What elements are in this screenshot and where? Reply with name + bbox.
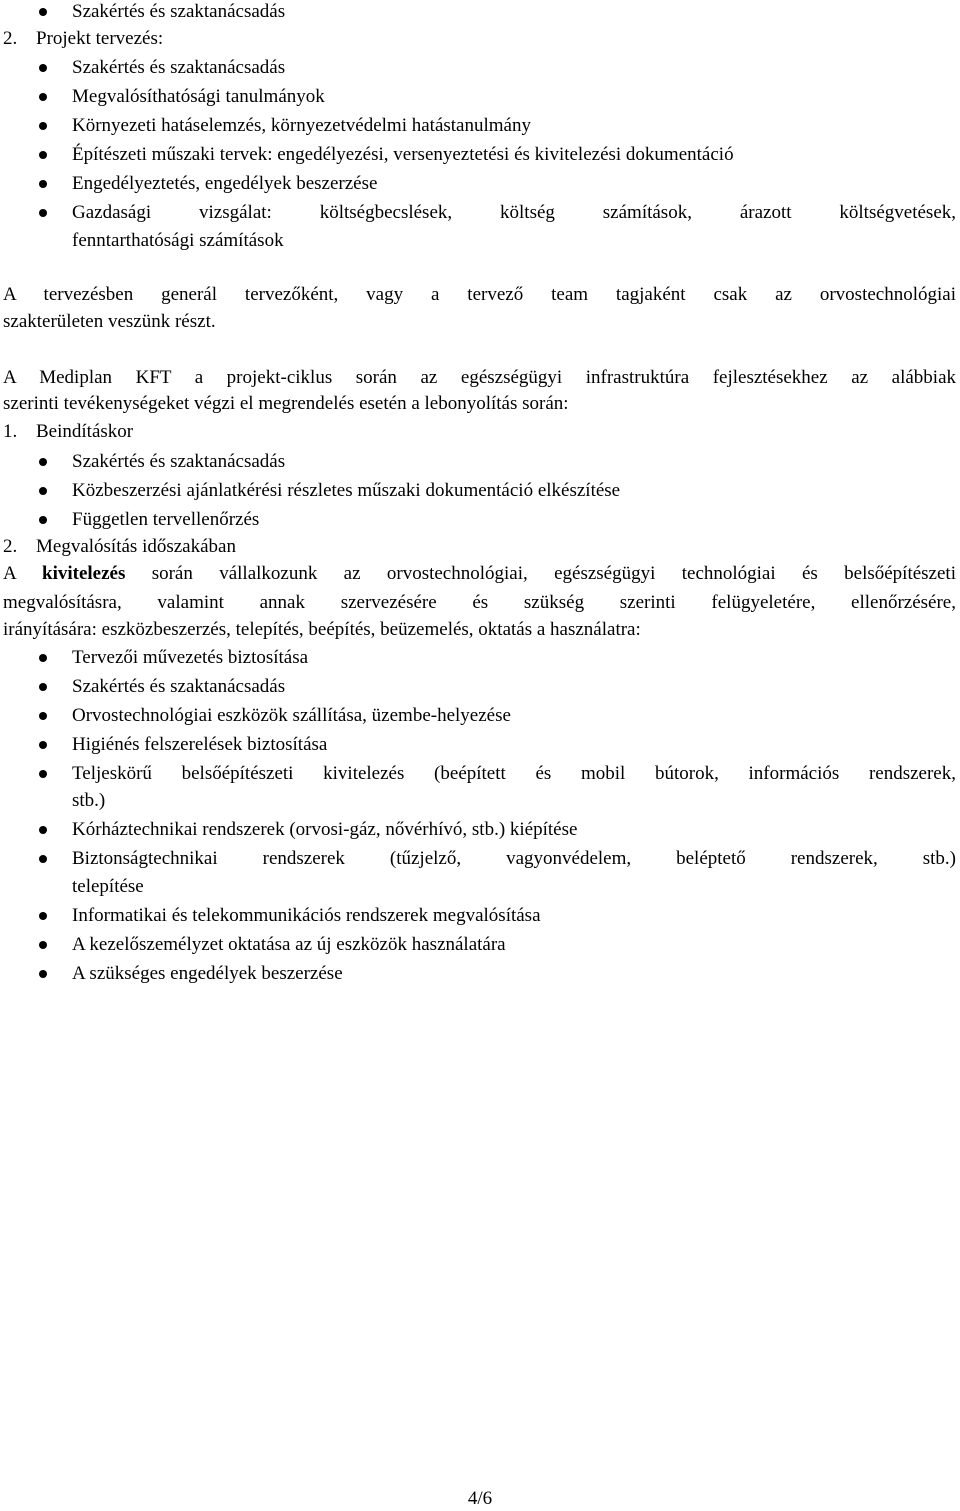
- list-item-text: Független tervellenőrzés: [72, 509, 260, 530]
- bullet-icon: [39, 654, 47, 662]
- bullet-icon: [39, 151, 47, 159]
- paragraph-line: [0, 283, 960, 307]
- list-item-text: Tervezői művezetés biztosítása: [72, 647, 309, 668]
- list-item: [0, 904, 960, 928]
- section-heading: [0, 27, 960, 51]
- paragraph-text: szerinti tevékenységeket végzi el megrendelés esetén a lebonyolítás során:: [3, 393, 569, 414]
- list-item-text: Kórháztechnikai rendszerek (orvosi-gáz, nővérhívó, stb.) kiépítése: [72, 819, 578, 840]
- section-heading: [0, 420, 960, 444]
- list-item: [0, 201, 960, 225]
- list-item-continuation: [0, 229, 960, 253]
- list-item-text: Környezeti hatáselemzés, környezetvédelmi hatástanulmány: [72, 115, 531, 136]
- paragraph-text: A tervezésben generál tervezőként, vagy a tervező team tagjaként csak az orvostechnológiai: [3, 284, 956, 305]
- bullet-icon: [39, 683, 47, 691]
- list-item: [0, 847, 960, 871]
- page-number: 4/6: [467, 1488, 493, 1509]
- paragraph-line: [0, 618, 960, 642]
- bullet-icon: [39, 826, 47, 834]
- list-item-text: Közbeszerzési ajánlatkérési részletes műszaki dokumentáció elkészítése: [72, 480, 621, 501]
- paragraph-text: [3, 562, 956, 586]
- emphasis-text: kivitelezés: [42, 563, 126, 584]
- paragraph-line: [0, 562, 960, 586]
- list-item: [0, 85, 960, 109]
- list-item-text: Megvalósíthatósági tanulmányok: [72, 86, 325, 107]
- list-item: [0, 479, 960, 503]
- section-heading: [0, 535, 960, 559]
- list-item: [0, 114, 960, 138]
- list-item: [0, 0, 960, 24]
- bullet-icon: [39, 122, 47, 130]
- list-item-text: Szakértés és szaktanácsadás: [72, 57, 286, 78]
- paragraph-text-start: A: [3, 563, 43, 584]
- section-title: Megvalósítás időszakában: [36, 536, 236, 557]
- list-item-text: Szakértés és szaktanácsadás: [72, 676, 286, 697]
- bullet-icon: [39, 741, 47, 749]
- bullet-icon: [39, 180, 47, 188]
- bullet-icon: [39, 458, 47, 466]
- list-item-text: Szakértés és szaktanácsadás: [72, 1, 286, 22]
- section-number: 1.: [3, 421, 18, 442]
- list-item-text: Biztonságtechnikai rendszerek (tűzjelző, vagyonvédelem, beléptető rendszerek, stb.): [72, 848, 956, 869]
- paragraph-line: [0, 392, 960, 416]
- bullet-icon: [39, 8, 47, 16]
- bullet-icon: [39, 712, 47, 720]
- list-item: [0, 56, 960, 80]
- bullet-icon: [39, 941, 47, 949]
- paragraph-text-rest: során vállalkozunk az orvostechnológiai, egészségügyi technológiai és belsőépítészeti: [125, 563, 956, 584]
- section-number: 2.: [3, 536, 18, 557]
- bullet-icon: [39, 912, 47, 920]
- paragraph-line: [0, 366, 960, 390]
- list-item: [0, 704, 960, 728]
- list-item-text: stb.): [72, 790, 106, 811]
- list-item-text: Engedélyeztetés, engedélyek beszerzése: [72, 173, 378, 194]
- paragraph-text: A Mediplan KFT a projekt-ciklus során az egészségügyi infrastruktúra fejlesztésekhez az alábbiak: [3, 367, 956, 388]
- bullet-icon: [39, 64, 47, 72]
- list-item-text: Informatikai és telekommunikációs rendszerek megvalósítása: [72, 905, 541, 926]
- list-item-text: Orvostechnológiai eszközök szállítása, üzembe-helyezése: [72, 705, 511, 726]
- section-number: 2.: [3, 28, 18, 49]
- paragraph-line: [0, 591, 960, 615]
- paragraph-text: megvalósításra, valamint annak szervezésére és szükség szerinti felügyeletére, ellenőrzésére,: [3, 592, 956, 613]
- bullet-icon: [39, 770, 47, 778]
- list-item-continuation: [0, 875, 960, 899]
- bullet-icon: [39, 487, 47, 495]
- list-item-text: Építészeti műszaki tervek: engedélyezési, versenyeztetési és kivitelezési dokumentáció: [72, 144, 734, 165]
- list-item-text: Szakértés és szaktanácsadás: [72, 451, 286, 472]
- list-item: [0, 933, 960, 957]
- list-item: [0, 508, 960, 532]
- list-item: [0, 646, 960, 670]
- section-title: Projekt tervezés:: [36, 28, 164, 49]
- list-item: [0, 675, 960, 699]
- bullet-icon: [39, 516, 47, 524]
- list-item: [0, 172, 960, 196]
- list-item: [0, 450, 960, 474]
- bullet-icon: [39, 209, 47, 217]
- list-item: [0, 818, 960, 842]
- list-item: [0, 962, 960, 986]
- list-item-continuation: [0, 789, 960, 813]
- list-item: [0, 143, 960, 167]
- section-title: Beindításkor: [36, 421, 134, 442]
- list-item-text: Gazdasági vizsgálat: költségbecslések, költség számítások, árazott költségvetések,: [72, 202, 956, 223]
- bullet-icon: [39, 93, 47, 101]
- list-item-text: telepítése: [72, 876, 144, 897]
- list-item: [0, 733, 960, 757]
- bullet-icon: [39, 970, 47, 978]
- list-item-text: A kezelőszemélyzet oktatása az új eszközök használatára: [72, 934, 506, 955]
- list-item-text: Teljeskörű belsőépítészeti kivitelezés (beépített és mobil bútorok, információs rendszerek,: [72, 763, 956, 784]
- list-item-text: fenntarthatósági számítások: [72, 230, 284, 251]
- list-item-text: A szükséges engedélyek beszerzése: [72, 963, 343, 984]
- paragraph-line: [0, 310, 960, 334]
- list-item: [0, 762, 960, 786]
- paragraph-text: irányítására: eszközbeszerzés, telepítés, beépítés, beüzemelés, oktatás a használatra:: [3, 619, 641, 640]
- paragraph-text: szakterületen veszünk részt.: [3, 311, 216, 332]
- list-item-text: Higiénés felszerelések biztosítása: [72, 734, 328, 755]
- bullet-icon: [39, 855, 47, 863]
